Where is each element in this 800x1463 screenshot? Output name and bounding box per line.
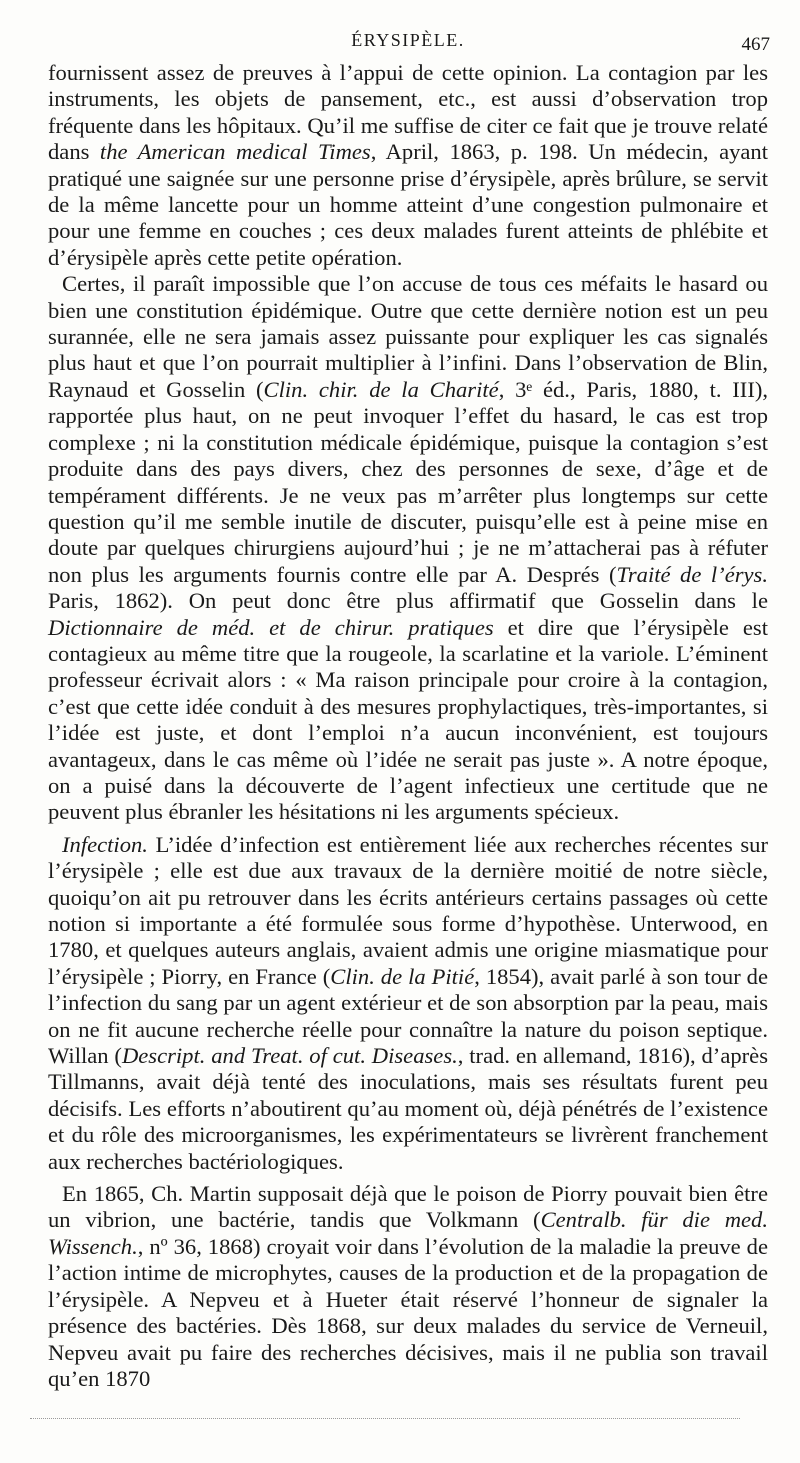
italic-citation: the American medical Times — [99, 139, 371, 165]
italic-citation: Traité de l’érys. — [616, 561, 768, 587]
paragraph-contagion-instruments — [48, 60, 768, 271]
running-head — [48, 30, 768, 60]
text-run: , 1854), avait parlé à son tour de l’infection du sang par un agent extérieur et de son absorption par la peau, mais on ne fit aucune recherche réelle pour connaître la nature du poison septique. Willan ( — [48, 963, 769, 1069]
text-run: , nº 36, 1868) croyait voir dans l’évolution de la maladie la preuve de l’action intime de microphytes, causes de la production et de la propagation de l’érysipèle. A Nepveu et à Hueter était réservé l’honneur de signaler la présence des bactéries. Dès 1868, sur deux malades du service de Verneuil, Nepveu avait pu faire des recherches décisives, mais il ne publia son travail qu’en 1870 — [48, 1233, 768, 1391]
text-run: Paris, 1862). On peut donc être plus affirmatif que Gosselin dans le — [48, 588, 768, 614]
italic-citation: Dictionnaire de méd. et de chirur. pratiques — [48, 614, 494, 640]
italic-citation: Clin. de la Pitié — [330, 963, 475, 989]
text-run: En 1865, Ch. Martin supposait déjà que le poison de Piorry pouvait bien être un vibrion, une bactérie, tandis que Volkmann ( — [48, 1181, 768, 1233]
italic-citation: Descript. and Treat. of cut. Diseases. — [121, 1043, 458, 1069]
book-page — [48, 30, 768, 1392]
text-run: et dire que l’érysipèle est contagieux au même titre que la rougeole, la scarlatine et la variole. L’éminent professeur écrivait alors : « Ma raison principale pour croire à la contagion, c’est que cette idée conduit à des mesures prophylactiques, très-importantes, si l’idée est juste, et dont l’emploi n’a aucun inconvénient, est toujours avantageux, dans le cas même où l’idée ne serait pas juste ». A notre époque, on a puisé dans la découverte de l’agent infectieux une certitude que ne peuvent plus ébranler les hésitations ni les arguments spécieux. — [48, 614, 768, 825]
footer-dotted-rule — [30, 1418, 740, 1419]
page-number: 467 — [741, 34, 770, 55]
italic-citation: Centralb. für die med. Wissench. — [48, 1207, 768, 1259]
text-run: , April, 1863, p. 198. Un médecin, ayant pratiqué une saignée sur une personne prise d’érysipèle, après brûlure, se servit de la même lancette pour un homme atteint d’une congestion pulmonaire et pour une femme en couches ; ces deux malades furent atteints de phlébite et d’érysipèle après cette petite opération. — [48, 139, 768, 270]
text-run: Certes, il paraît impossible que l’on accuse de tous ces méfaits le hasard ou bien une constitution épidémique. Outre que cette dernière notion est un peu surannée, elle ne sera jamais assez puissante pour expliquer les cas signalés plus haut et que l’on pourrait multiplier à l’infini. Dans l’observation de Blin, Raynaud et Gosselin ( — [48, 271, 768, 402]
paragraph-contagion-argument — [48, 271, 768, 826]
paragraph-bacteria-history — [48, 1181, 768, 1392]
paragraph-infection — [48, 832, 768, 1175]
text-run: fournissent assez de preuves à l’appui de cette opinion. La contagion par les instruments, les objets de pansement, etc., est aussi d’observation trop fréquente dans les hôpitaux. Qu’il me suffise de citer ce fait que je trouve relaté dans — [48, 60, 768, 165]
text-run: , trad. en allemand, 1816), d’après Tillmanns, avait déjà tenté des inoculations, mais ses résultats furent peu décisifs. Les efforts n’aboutirent qu’au moment où, déjà pénétrés de l’existence et du rôle des microorganismes, les expérimentateurs se livrèrent franchement aux recherches bactériologiques. — [48, 1043, 769, 1174]
italic-citation: Infection. — [62, 831, 148, 857]
running-title: ÉRYSIPÈLE. — [351, 30, 465, 50]
italic-citation: Clin. chir. de la Charité — [263, 376, 499, 402]
text-run: L’idée d’infection est entièrement liée aux recherches récentes sur l’érysipèle ; elle est due aux travaux de la dernière moitié de notre siècle, quoiqu’on ait pu retrouver dans les écrits antérieurs certains passages où cette notion si importante a été formulée sous forme d’hypothèse. Unterwood, en 1780, et quelques auteurs anglais, avaient admis une origine miasmatique pour l’érysipèle ; Piorry, en France ( — [48, 831, 768, 989]
text-run: , 3ᵉ éd., Paris, 1880, t. III), rapportée plus haut, on ne peut invoquer l’effet du hasard, le cas est trop complexe ; ni la constitution médicale épidémique, puisque la contagion s’est produite dans des pays divers, chez des personnes de sexe, d’âge et de tempérament différents. Je ne veux pas m’arrêter plus longtemps sur cette question qu’il me semble inutile de discuter, puisqu’elle est à peine mise en doute par quelques chirurgiens aujourd’hui ; je ne m’attacherai pas à réfuter non plus les arguments fournis contre elle par A. Després ( — [48, 376, 769, 587]
